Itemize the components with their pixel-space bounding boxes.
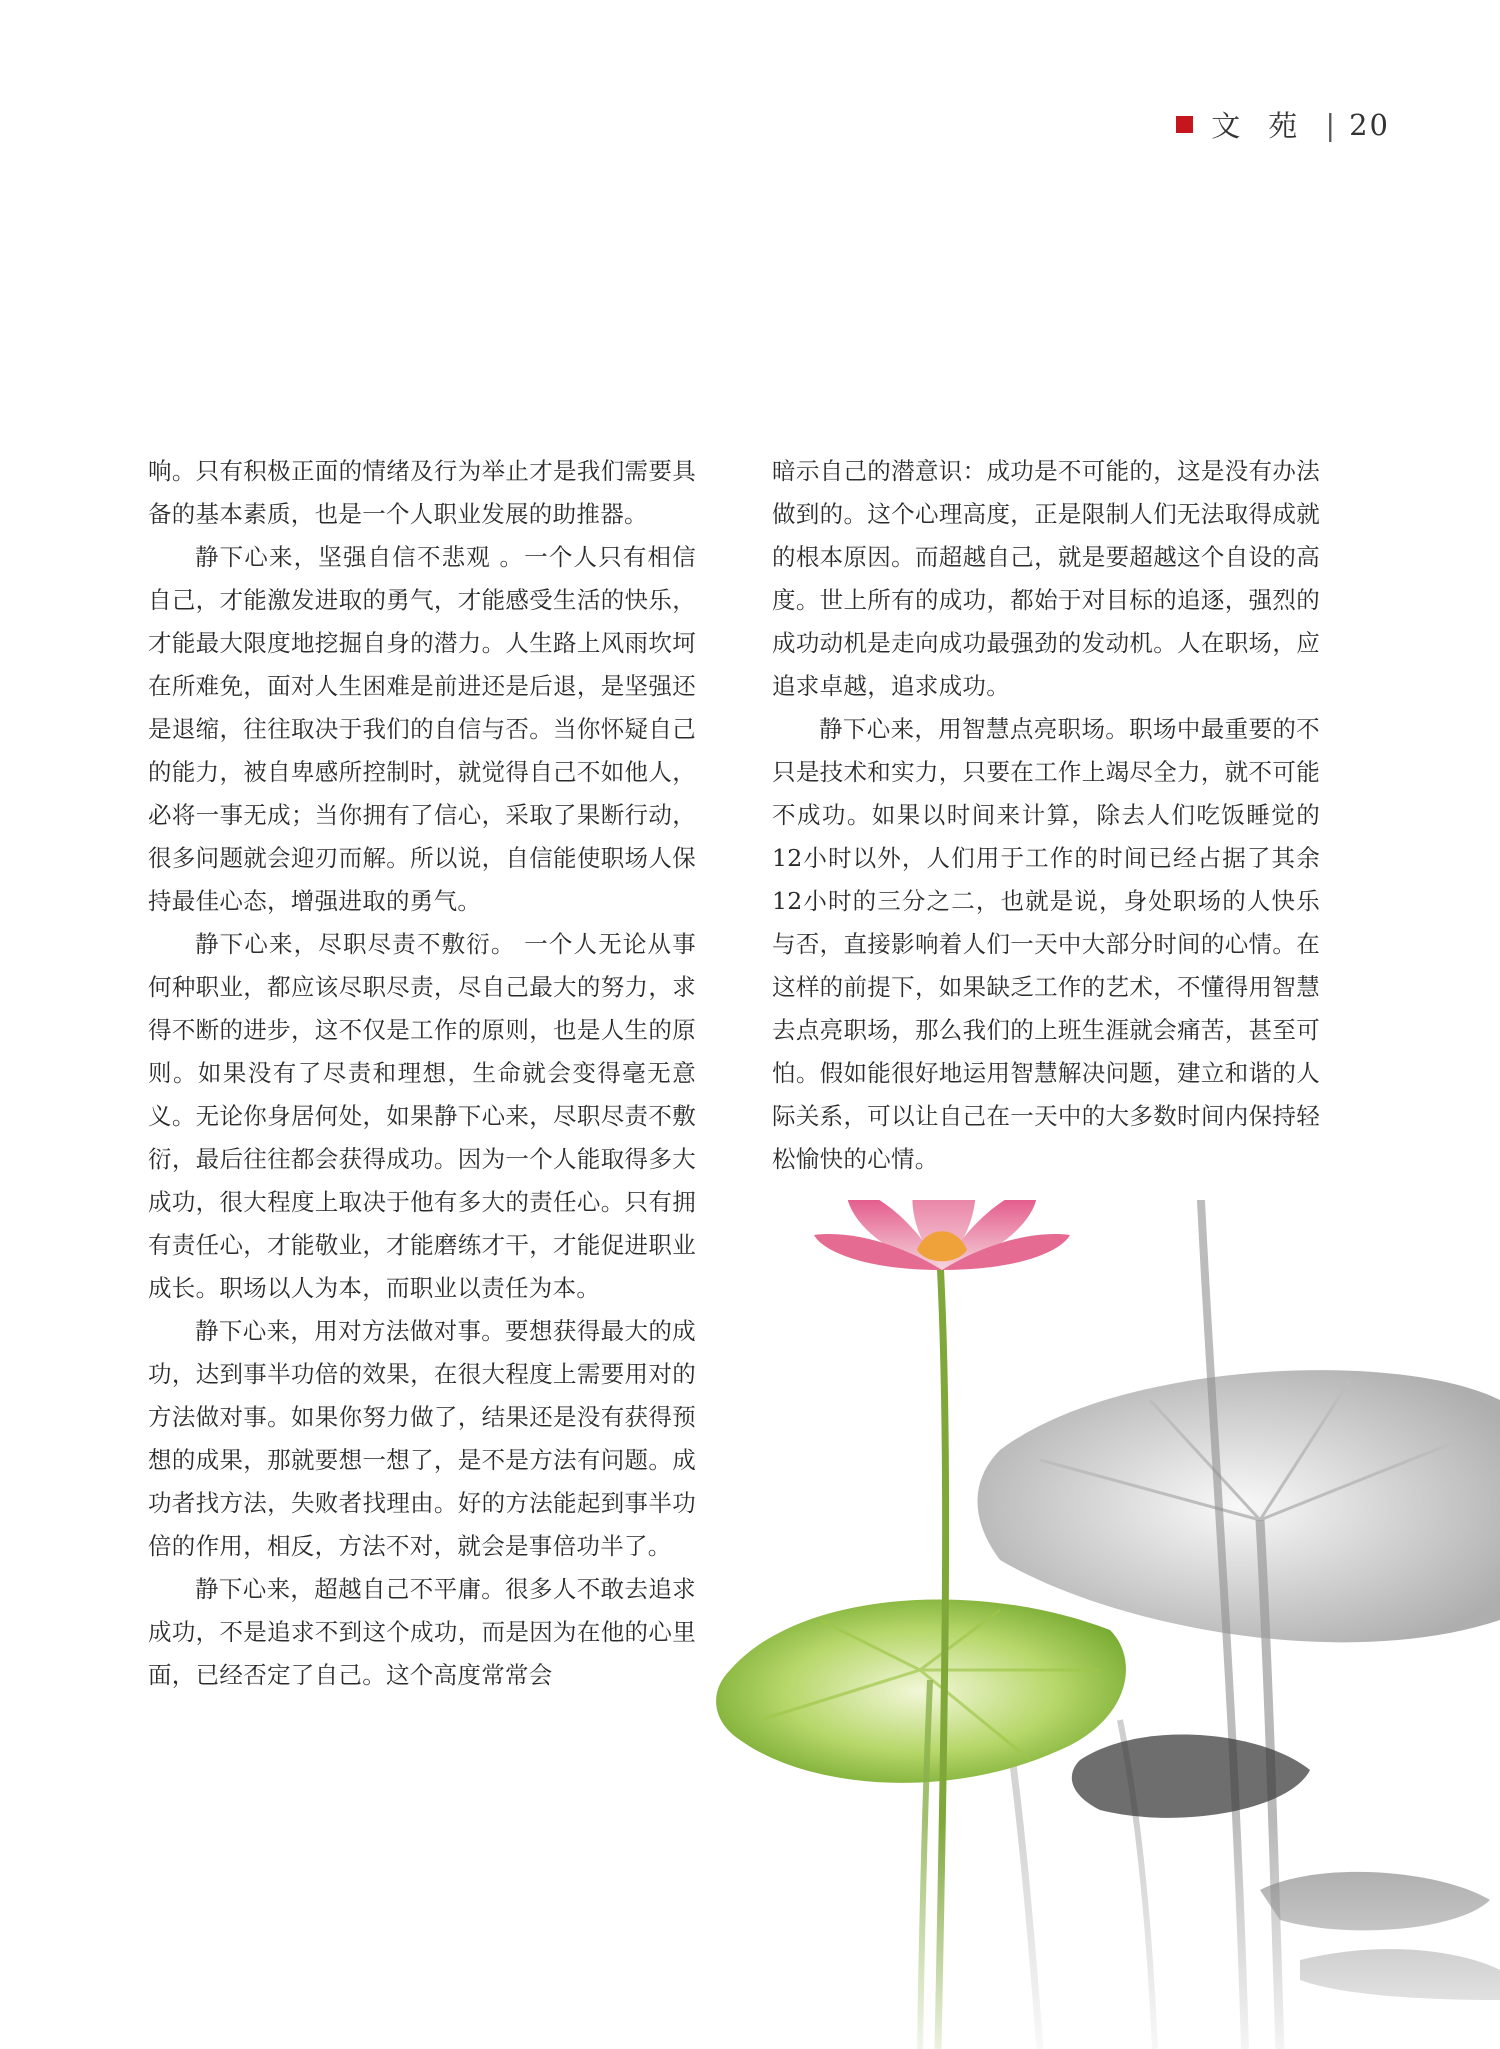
section-marker-square	[1176, 116, 1193, 133]
paragraph: 静下心来，用对方法做对事。要想获得最大的成功，达到事半功倍的效果，在很大程度上需要用对的方法做对事。如果你努力做了，结果还是没有获得预想的成果，那就要想一想了，是不是方法有问题。成功者找方法，失败者找理由。好的方法能起到事半功倍的作用，相反，方法不对，就会是事倍功半了。	[148, 1317, 696, 1560]
paragraph: 静下心来，用智慧点亮职场。职场中最重要的不只是技术和实力，只要在工作上竭尽全力，就不可能不成功。如果以时间来计算，除去人们吃饭睡觉的12小时以外，人们用于工作的时间已经占据了其余12小时的三分之二，也就是说，身处职场的人快乐与否，直接影响着人们一天中大部分时间的心情。在这样的前提下，如果缺乏工作的艺术，不懂得用智慧去点亮职场，那么我们的上班生涯就会痛苦，甚至可怕。假如能很好地运用智慧解决问题，建立和谐的人际关系，可以让自己在一天中的大多数时间内保持轻松愉快的心情。	[772, 715, 1320, 1173]
lotus-ink-painting-icon	[700, 1200, 1500, 2049]
paragraph: 静下心来，尽职尽责不敷衍。 一个人无论从事何种职业，都应该尽职尽责，尽自己最大的努力，求得不断的进步，这不仅是工作的原则，也是人生的原则。如果没有了尽责和理想，生命就会变得毫无意义。无论你身居何处，如果静下心来，尽职尽责不敷衍，最后往往都会获得成功。因为一个人能取得多大成功，很大程度上取决于他有多大的责任心。只有拥有责任心，才能敬业，才能磨练才干，才能促进职业成长。职场以人为本，而职业以责任为本。	[148, 930, 696, 1302]
header-separator: |	[1325, 107, 1336, 142]
running-header	[1176, 104, 1390, 145]
paragraph: 暗示自己的潜意识：成功是不可能的，这是没有办法做到的。这个心理高度，正是限制人们无法取得成就的根本原因。而超越自己，就是要超越这个自设的高度。世上所有的成功，都始于对目标的追逐，强烈的成功动机是走向成功最强劲的发动机。人在职场，应追求卓越，追求成功。	[772, 457, 1320, 700]
paragraph: 响。只有积极正面的情绪及行为举止才是我们需要具备的基本素质，也是一个人职业发展的助推器。	[148, 457, 696, 528]
left-text-column	[148, 450, 696, 1697]
section-title: 文苑	[1211, 109, 1326, 143]
paragraph: 静下心来，超越自己不平庸。很多人不敢去追求成功，不是追求不到这个成功，而是因为在他的心里面，已经否定了自己。这个高度常常会	[148, 1575, 696, 1689]
page-number: 20	[1349, 107, 1390, 142]
paragraph: 静下心来，坚强自信不悲观 。一个人只有相信自己，才能激发进取的勇气，才能感受生活的快乐，才能最大限度地挖掘自身的潜力。人生路上风雨坎坷在所难免，面对人生困难是前进还是后退，是坚强还是退缩，往往取决于我们的自信与否。当你怀疑自己的能力，被自卑感所控制时，就觉得自己不如他人，必将一事无成；当你拥有了信心，采取了果断行动，很多问题就会迎刃而解。所以说，自信能使职场人保持最佳心态，增强进取的勇气。	[148, 543, 696, 915]
right-text-column	[772, 450, 1320, 1181]
